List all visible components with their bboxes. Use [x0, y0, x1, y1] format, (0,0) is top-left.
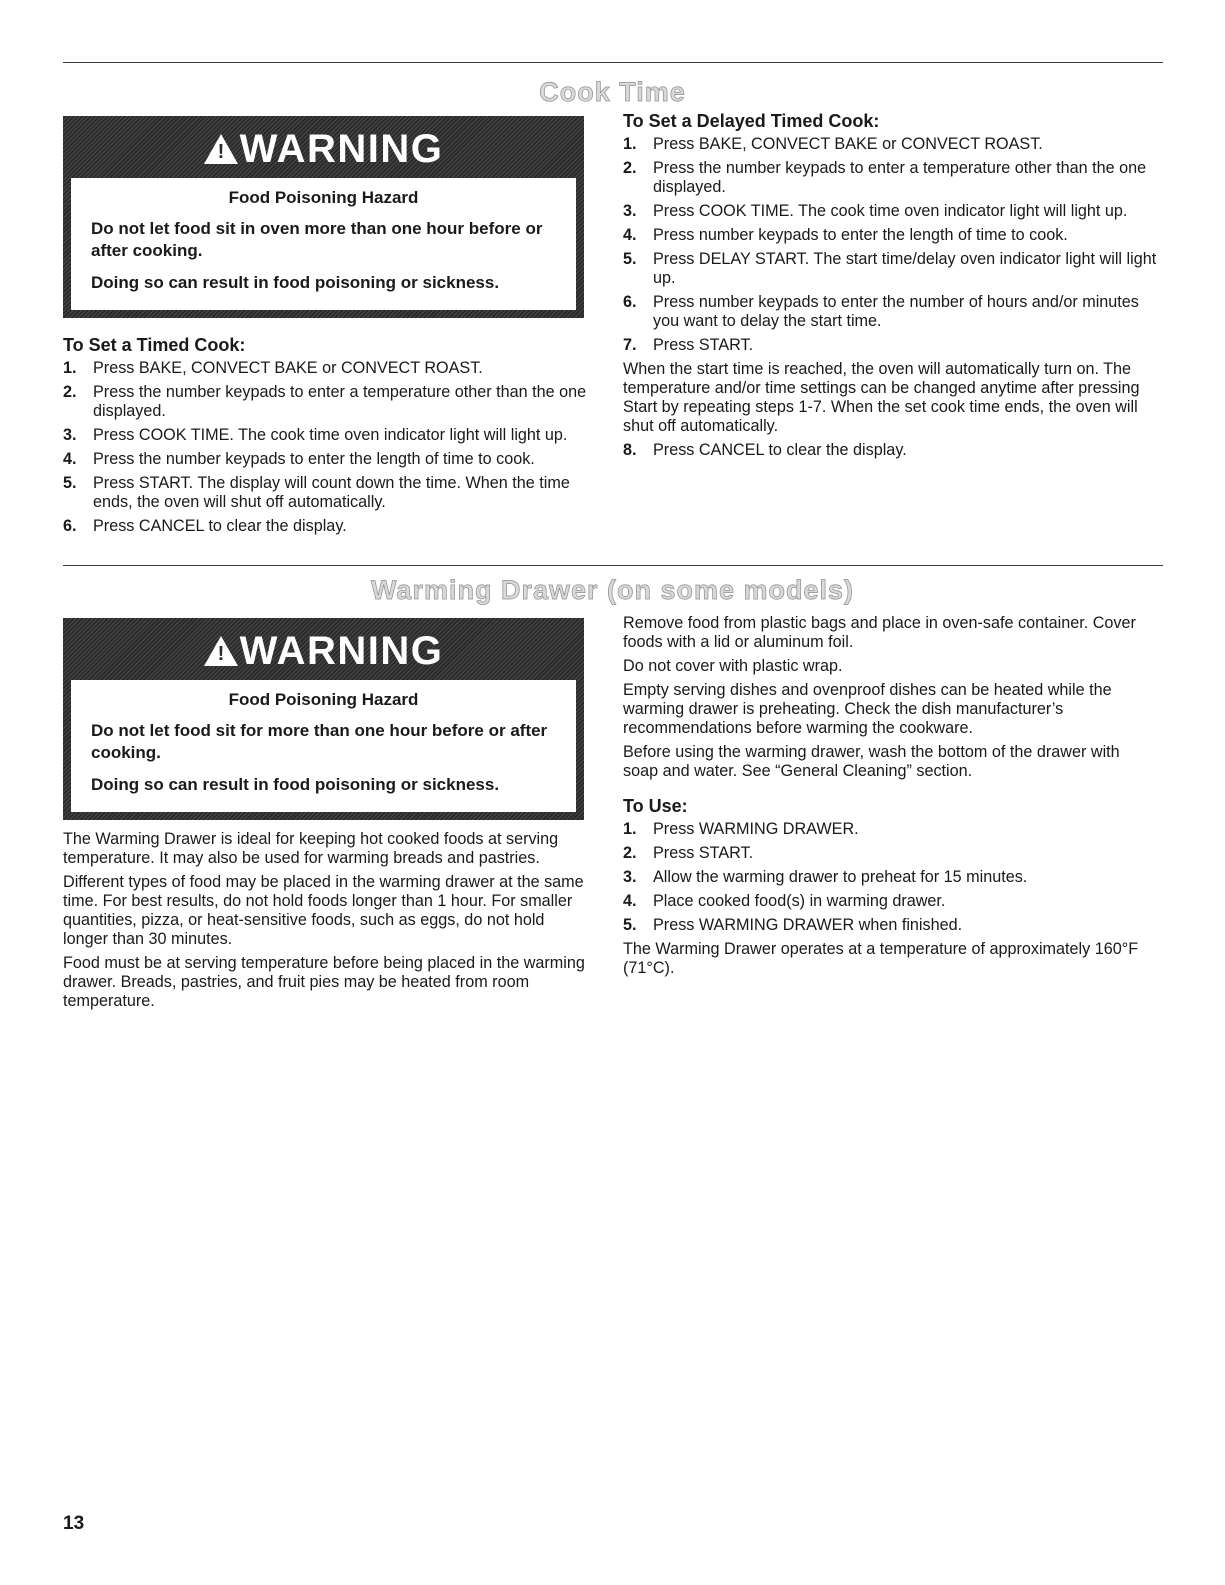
list-item: [63, 450, 593, 469]
delayed-cook-note: When the start time is reached, the oven will automatically turn on. The temperature and/or time settings can be changed anytime after pressing Start by repeating steps 1-7. When the set cook time ends, the oven will shut off automatically.: [623, 360, 1140, 435]
timed-cook-column: [63, 336, 593, 541]
warning-body: [71, 680, 576, 812]
step-number: 1.: [623, 135, 637, 153]
list-item: [623, 226, 1158, 245]
list-item: [623, 250, 1158, 288]
step-text: Press BAKE, CONVECT BAKE or CONVECT ROAST.: [653, 135, 1043, 153]
step-text: Press COOK TIME. The cook time oven indicator light will light up.: [93, 426, 568, 444]
step-text: Press BAKE, CONVECT BAKE or CONVECT ROAST.: [93, 359, 483, 377]
step-number: 1.: [623, 820, 637, 838]
step-text: Press CANCEL to clear the display.: [93, 517, 347, 535]
step-text: Press WARMING DRAWER.: [653, 820, 859, 838]
step-text: Press START.: [653, 336, 754, 354]
step-text: Allow the warming drawer to preheat for 15 minutes.: [653, 868, 1028, 886]
step-number: 2.: [623, 159, 637, 177]
warning-heading: WARNING: [239, 127, 444, 171]
paragraph: Different types of food may be placed in the warming drawer at the same time. For best results, do not hold foods longer than 1 hour. For smaller quantities, pizza, or heat-sensitive foods, such as eggs, do not hold longer than 30 minutes.: [63, 873, 584, 948]
section-title-text: Warming Drawer (on some models): [367, 575, 858, 606]
to-use-steps: [623, 820, 1158, 935]
paragraph: Empty serving dishes and ovenproof dishes can be heated while the warming drawer is preheating. Check the dish manufacturer’s recommendations before warming the cookware.: [623, 681, 1112, 737]
warning-box-cook-time: [63, 116, 584, 318]
warning-triangle-icon: !: [204, 636, 238, 666]
warming-right-column: [623, 614, 1158, 983]
step-number: 3.: [63, 426, 77, 444]
step-number: 7.: [623, 336, 637, 354]
step-text: Press number keypads to enter the number of hours and/or minutes you want to delay the start time.: [653, 293, 1139, 330]
list-item: [63, 383, 593, 421]
step-text: Press START.: [653, 844, 754, 862]
section-rule: [63, 565, 1163, 566]
step-text: Press the number keypads to enter a temperature other than the one displayed.: [653, 159, 1147, 196]
paragraph: The Warming Drawer is ideal for keeping hot cooked foods at serving temperature. It may also be used for warming breads and pastries.: [63, 830, 559, 867]
step-number: 4.: [63, 450, 77, 468]
list-item: [623, 868, 1158, 887]
warning-triangle-icon: !: [204, 134, 238, 164]
section-title-text: Cook Time: [535, 77, 690, 108]
step-number: 4.: [623, 226, 637, 244]
list-item: [63, 426, 593, 445]
list-item: [623, 844, 1158, 863]
list-item: [63, 517, 593, 536]
step-text: Press the number keypads to enter a temperature other than the one displayed.: [93, 383, 587, 420]
delayed-cook-column: [623, 112, 1158, 465]
step-number: 2.: [623, 844, 637, 862]
to-use-heading: To Use:: [623, 796, 688, 816]
list-item: [623, 820, 1158, 839]
paragraph: Food must be at serving temperature before being placed in the warming drawer. Breads, pastries, and fruit pies may be heated from room temperature.: [63, 954, 585, 1010]
step-number: 8.: [623, 441, 637, 459]
list-item: [623, 159, 1158, 197]
delayed-cook-step-8: [623, 441, 1158, 460]
step-text: Place cooked food(s) in warming drawer.: [653, 892, 946, 910]
step-number: 5.: [623, 916, 637, 934]
step-text: Press CANCEL to clear the display.: [653, 441, 907, 459]
timed-cook-heading: To Set a Timed Cook:: [63, 335, 246, 355]
step-number: 6.: [623, 293, 637, 311]
list-item: [623, 441, 1158, 460]
delayed-cook-heading: To Set a Delayed Timed Cook:: [623, 111, 880, 131]
warning-header: [71, 126, 576, 178]
to-use-note: The Warming Drawer operates at a temperature of approximately 160°F (71°C).: [623, 940, 1139, 977]
list-item: [623, 202, 1158, 221]
warning-line-2: Doing so can result in food poisoning or sickness.: [91, 273, 500, 292]
list-item: [63, 359, 593, 378]
list-item: [623, 293, 1158, 331]
warning-line-2: Doing so can result in food poisoning or sickness.: [91, 775, 500, 794]
step-text: Press WARMING DRAWER when finished.: [653, 916, 963, 934]
warming-left-column: [63, 830, 593, 1016]
step-number: 5.: [63, 474, 77, 492]
section-title-cook-time: [0, 77, 1225, 108]
warning-heading: WARNING: [239, 629, 444, 673]
step-number: 4.: [623, 892, 637, 910]
list-item: [623, 892, 1158, 911]
step-number: 2.: [63, 383, 77, 401]
step-number: 5.: [623, 250, 637, 268]
step-text: Press number keypads to enter the length of time to cook.: [653, 226, 1068, 244]
warning-hazard: Food Poisoning Hazard: [228, 188, 419, 207]
timed-cook-steps: [63, 359, 593, 536]
step-number: 6.: [63, 517, 77, 535]
step-number: 1.: [63, 359, 77, 377]
warning-hazard: Food Poisoning Hazard: [228, 690, 419, 709]
paragraph: Before using the warming drawer, wash the bottom of the drawer with soap and water. See “General Cleaning” section.: [623, 743, 1120, 780]
list-item: [63, 474, 593, 512]
warning-line-1: Do not let food sit in oven more than one hour before or after cooking.: [91, 219, 543, 260]
warning-line-1: Do not let food sit for more than one hour before or after cooking.: [91, 721, 548, 762]
paragraph: Do not cover with plastic wrap.: [623, 657, 843, 675]
step-number: 3.: [623, 202, 637, 220]
step-number: 3.: [623, 868, 637, 886]
list-item: [623, 916, 1158, 935]
page-number: 13: [63, 1513, 85, 1534]
warning-header: [71, 628, 576, 680]
step-text: Press the number keypads to enter the length of time to cook.: [93, 450, 535, 468]
step-text: Press DELAY START. The start time/delay oven indicator light will light up.: [653, 250, 1157, 287]
warning-body: [71, 178, 576, 310]
section-title-warming-drawer: [0, 575, 1225, 606]
top-rule: [63, 62, 1163, 63]
step-text: Press COOK TIME. The cook time oven indicator light will light up.: [653, 202, 1128, 220]
list-item: [623, 336, 1158, 355]
list-item: [623, 135, 1158, 154]
step-text: Press START. The display will count down the time. When the time ends, the oven will shut off automatically.: [93, 474, 570, 511]
warning-box-warming-drawer: [63, 618, 584, 820]
delayed-cook-steps: [623, 135, 1158, 355]
paragraph: Remove food from plastic bags and place in oven-safe container. Cover foods with a lid or aluminum foil.: [623, 614, 1136, 651]
